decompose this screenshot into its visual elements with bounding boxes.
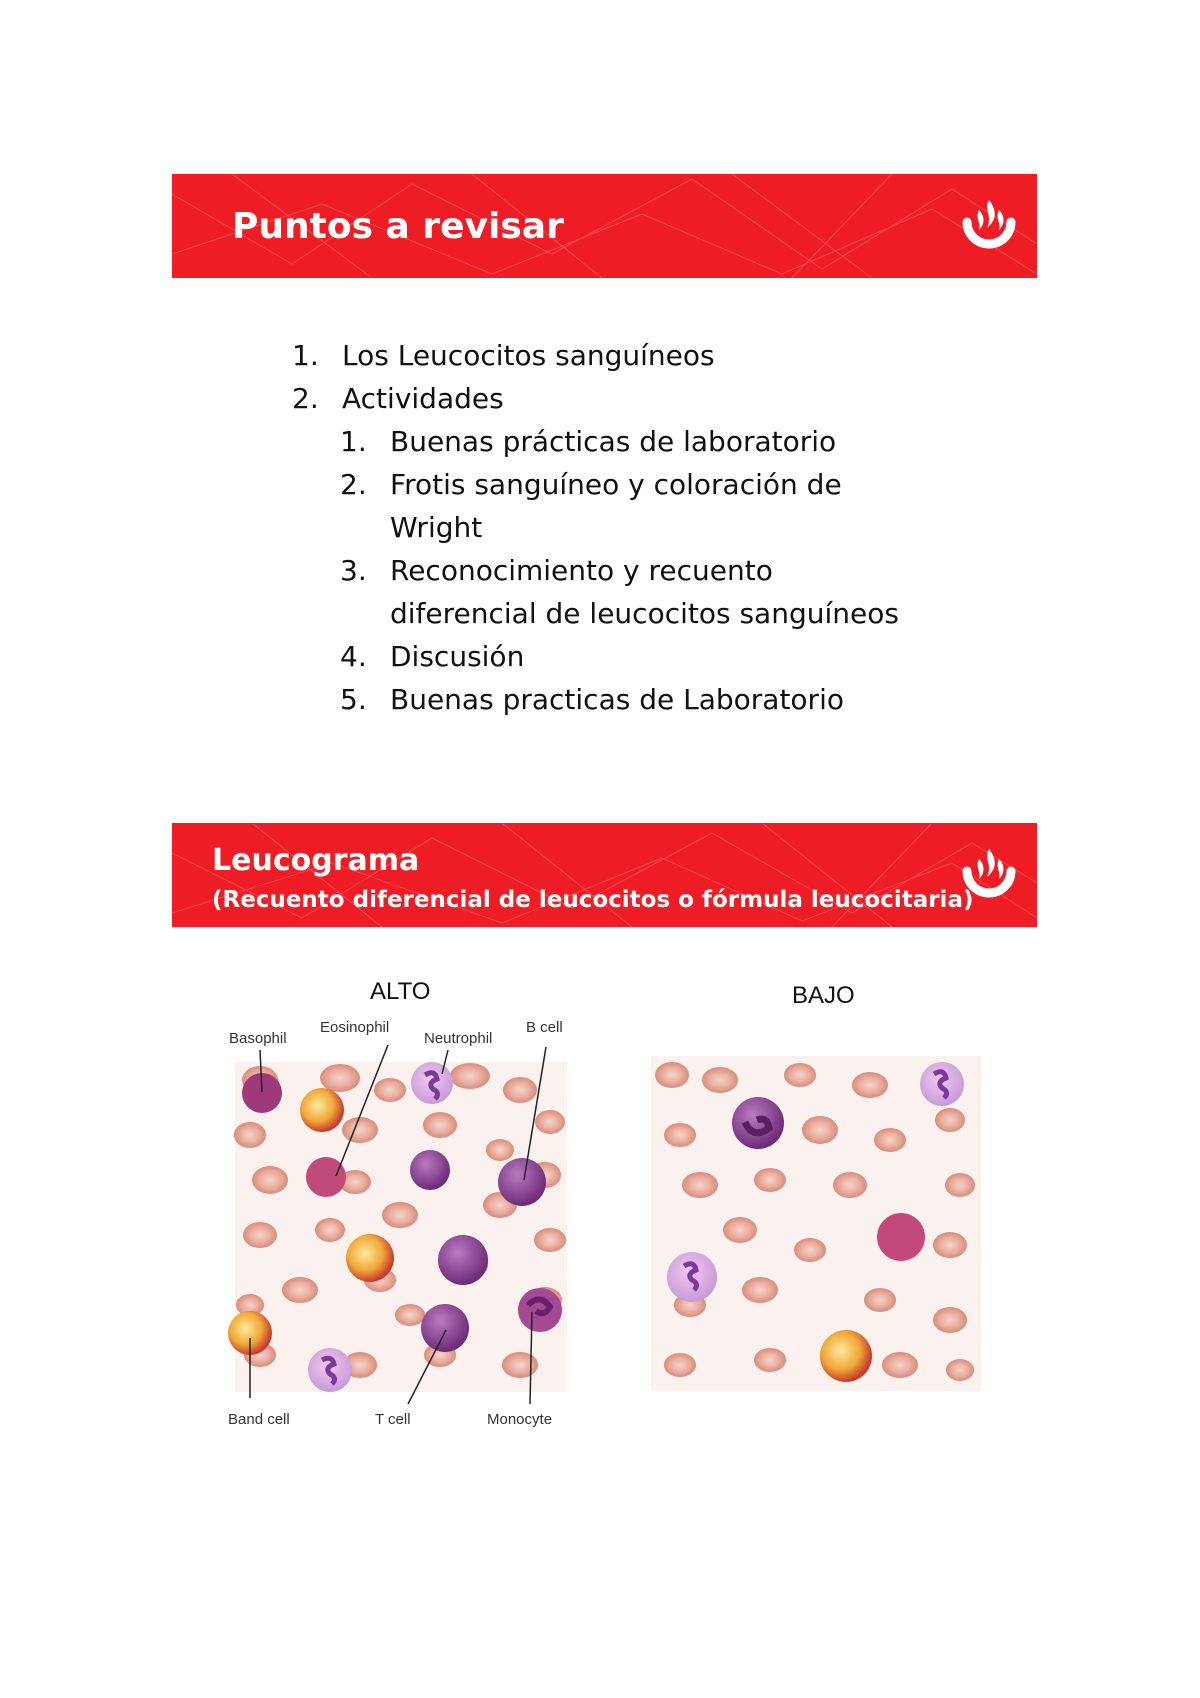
list-item — [292, 377, 1012, 420]
topics-outline — [292, 334, 1012, 721]
blood-smear-low — [640, 1050, 990, 1400]
list-item — [292, 334, 1012, 377]
label-eosinophil: Eosinophil — [320, 1019, 390, 1036]
sublist-item — [292, 420, 1012, 463]
item-number: 1. — [340, 425, 367, 458]
sublist-item — [292, 463, 1012, 549]
sublist-item — [292, 635, 1012, 678]
university-logo — [957, 194, 1021, 258]
panel-heading-alto: ALTO — [370, 978, 431, 1005]
item-number: 2. — [292, 382, 319, 415]
item-text: Discusión — [390, 640, 525, 673]
smear-background — [651, 1056, 981, 1391]
item-number: 5. — [340, 683, 367, 716]
slide-title: Leucograma — [212, 843, 420, 878]
label-basophil: Basophil — [229, 1030, 287, 1047]
label-b-cell: B cell — [526, 1019, 563, 1036]
sublist-item — [292, 549, 1012, 635]
item-text: Reconocimiento y recuento — [390, 554, 773, 587]
label-t-cell: T cell — [375, 1411, 411, 1428]
slide-header-banner — [172, 823, 1037, 927]
sublist-item — [292, 678, 1012, 721]
panel-heading-bajo: BAJO — [792, 982, 855, 1009]
item-text: Buenas prácticas de laboratorio — [390, 425, 837, 458]
label-neutrophil: Neutrophil — [424, 1030, 493, 1047]
item-text: Buenas practicas de Laboratorio — [390, 683, 844, 716]
slide-title: Puntos a revisar — [232, 206, 564, 247]
item-number: 2. — [340, 468, 367, 501]
item-text: Frotis sanguíneo y coloración de — [390, 468, 842, 501]
slide-header-banner — [172, 174, 1037, 278]
item-text: Los Leucocitos sanguíneos — [342, 339, 715, 372]
university-logo — [957, 843, 1021, 907]
item-text: Actividades — [342, 382, 504, 415]
item-number: 4. — [340, 640, 367, 673]
item-number: 3. — [340, 554, 367, 587]
blood-smear-high — [200, 1040, 580, 1420]
slide-subtitle: (Recuento diferencial de leucocitos o fórmula leucocitaria) — [212, 887, 974, 913]
label-monocyte: Monocyte — [487, 1411, 553, 1428]
item-number: 1. — [292, 339, 319, 372]
item-text-continued: diferencial de leucocitos sanguíneos — [390, 597, 899, 630]
item-text-continued: Wright — [390, 511, 483, 544]
label-band-cell: Band cell — [228, 1411, 290, 1428]
